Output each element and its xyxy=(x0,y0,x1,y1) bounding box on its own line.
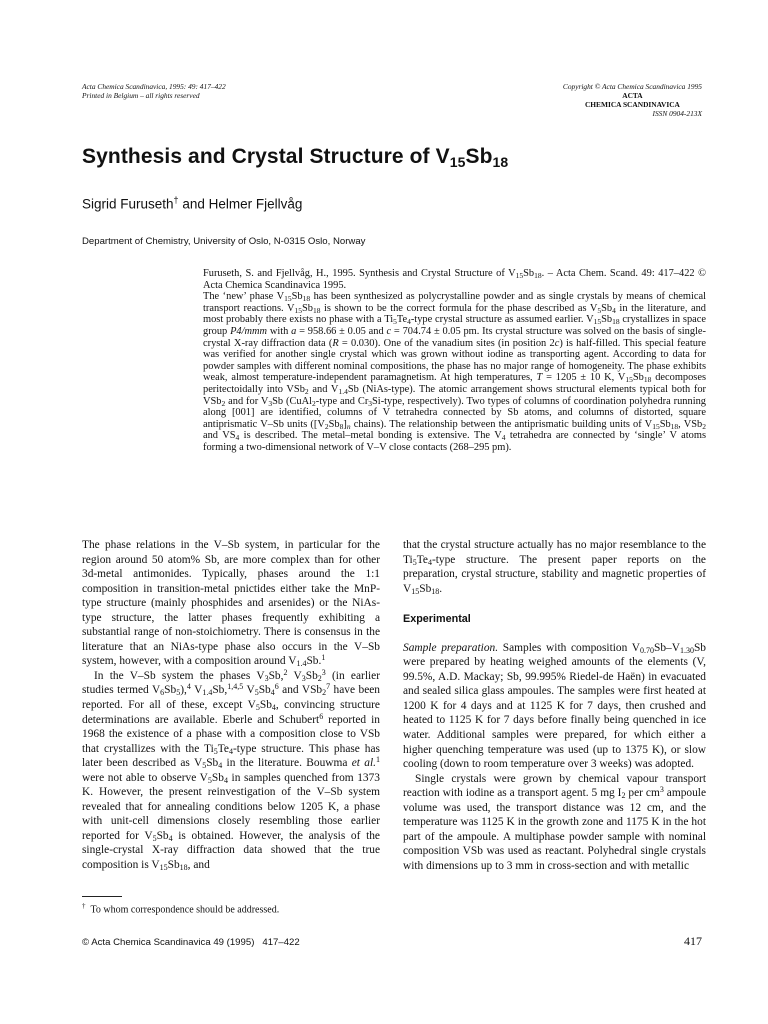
journal-name-acta: ACTA xyxy=(622,91,643,100)
journal-citation-header xyxy=(82,82,226,100)
body-column-left xyxy=(82,538,380,873)
page-number: 417 xyxy=(684,934,702,948)
section-heading-experimental: Experimental xyxy=(403,613,471,626)
page-title xyxy=(82,145,508,170)
footnote-mark: † xyxy=(82,902,86,910)
paragraph-intro: The phase relations in the V–Sb system, in particular for the region around 50 atom% Sb, are more complex than for other 3d-metal antimonides. Typically, phases around the 1:1 composition in transition-metal pnictides either take the MnP-type structure (mainly phosphides and arsenides) or the NiAs-type structure, the latter phases frequently exhibiting a substantial range of non-stoichiometry. There is consensus in the literature that an NiAs-type phase also occurs in the V–Sb system, however, with a composition around $V_{1.4}Sb.^1$ xyxy=(82,539,380,669)
paragraph-sample-preparation: Sample preparation. Samples with composition $V_{0.70}Sb-V_{1.30}Sb$ were prepared by heating weighed amounts of the elements (V, 99.5%, A.D. Mackay; Sb, 99.995% Riedel-de Haën) in evacuated and sealed silica glass ampoules. The samples were first heated at 1200 K for 4 days and at 1125 K for 7 days, then crushed and heated to 1125 K for 7 days before finally being quenched in ice water. Additional samples were prepared, for which either a higher quenching temperature was used (up to 1375 K), or slow cooling (down to room temperature over 3 weeks) was adopted. xyxy=(403,641,706,771)
paragraph-single-crystals: Single crystals were grown by chemical vapour transport reaction with iodine as a transport agent. 5 mg $I_2$ per $cm^3$ ampoule volume was used, the transport distance was 12 cm, and the temperature was 1125 K in the growth zone and 1175 K in the hot part of the ampoule. A multiphase powder sample with nominal composition VSb was used as reactant. Polyhedral single crystals with dimensions up to 3 mm in cross-section and with metallic xyxy=(403,772,707,872)
journal-name-chemica: CHEMICA SCANDINAVICA xyxy=(584,100,680,109)
abstract-text: The ‘new’ phase $V_{15}Sb_{18}$ has been synthesized as polycrystalline powder and as single crystals by means of chemical transport reactions. $V_{15}Sb_{18}$ is shown to be the correct formula for the phase described as $V_5Sb_4$ in the literature, and most probably there exists no phase with a $Ti_5Te_4$-type crystal structure as assumed earlier. $V_{15}Sb_{18}$ crystallizes in space group P4/mmm with a = 958.66 ± 0.05 and c = 704.74 ± 0.05 pm. Its crystal structure was solved on the basis of single-crystal X-ray diffraction data (R = 0.030). One of the vanadium sites (in position 2c) is half-filled. This special feature was verified for another single crystal which was grown without iodine as transporting agent. According to data for powder samples with different nominal compositions, the phase has no major range of homogeneity. The phase exhibits weak, almost temperature-independent paramagnetism. At high temperatures, T = 1205 ± 10 K, $V_{15}Sb_{18}$ decomposes peritectoidally into VSb$_2$ and $V_{1.4}Sb$ (NiAs-type). The atomic arrangement shows structural elements typical both for VSb$_2$ and for $V_3Sb$ (CuAl$_2$-type and $Cr_3Si$-type, respectively). Two types of columns of coordination polyhedra running along [001] are identified, columns of V tetrahedra connected by Sb atoms, and columns of distorted, square antiprismatic V–Sb units ($[V_2Sb_8]_n$ chains). The relationship between the antiprismatic building units of $V_{15}Sb_{18}$, VSb$_2$ and $VS_4$ is described. The metal–metal bonding is extensive. The $V_4$ tetrahedra are connected by ‘single’ V atoms forming a two-dimensional network of V–V close contacts (268–295 pm). xyxy=(203,291,707,453)
copyright-header xyxy=(563,82,702,118)
footnote xyxy=(82,902,279,915)
author-first: Sigrid Furuseth xyxy=(82,196,174,212)
affiliation: Department of Chemistry, University of Oslo, N-0315 Oslo, Norway xyxy=(82,236,366,247)
copyright-line: Copyright © Acta Chemica Scandinavica 1995 xyxy=(562,82,702,91)
title-mid: Sb xyxy=(465,145,493,168)
footnote-rule xyxy=(82,896,122,897)
issn: ISSN 0904-213X xyxy=(652,109,702,118)
paragraph-phases: In the V–Sb system the phases $V_3Sb,^2$ $V_3Sb_2^3$ (in earlier studies termed $V_6Sb_5),^4$ $V_{1.4}Sb,^{1,4,5}$ $V_5Sb_4^6$ and VSb$_2^7$ have been reported. For all of these, except $V_5Sb_4$, convincing structure determinations are available. Eberle and Schubert$^6$ reported in 1968 the existence of a phase with a composition close to VSb that crystallizes with the $Ti_5Te_4$-type structure. This phase has later been described as $V_5Sb_4$ in the literature. Bouwma et al.$^1$ were not able to observe $V_5Sb_4$ in samples quenched from 1373 K. However, the present reinvestigation of the V–Sb system revealed that for annealing conditions below 1205 K, a phase with unit-cell dimensions closely resembling those earlier reported for $V_5Sb_4$ is obtained. However, the analysis of the single-crystal X-ray diffraction data showed that the true composition is $V_{15}Sb_{18}$, and xyxy=(82,667,380,873)
title-sub-2: 18 xyxy=(492,154,509,170)
paragraph-continuation: that the crystal structure actually has no major resemblance to the $Ti_5Te_4$-type structure. The present paper reports on the preparation, crystal structure, stability and magnetic properties of $V_{15}Sb_{18}$. xyxy=(403,539,706,596)
author-rest: and Helmer Fjellvåg xyxy=(178,196,303,212)
journal-line: Acta Chemica Scandinavica, 1995: 49: 417–422 xyxy=(82,82,226,91)
title-prefix: Synthesis and Crystal Structure of V xyxy=(82,145,450,168)
authors xyxy=(82,195,302,212)
page-footer: © Acta Chemica Scandinavica 49 (1995) 417–422 xyxy=(82,937,300,948)
abstract-citation: Furuseth, S. and Fjellvåg, H., 1995. Synthesis and Crystal Structure of $V_{15}Sb_{18}$. – Acta Chem. Scand. 49: 417–422 © Acta Chemica Scandinavica 1995. xyxy=(203,268,707,291)
printed-line: Printed in Belgium – all rights reserved xyxy=(82,91,200,100)
footnote-text: To whom correspondence should be addressed. xyxy=(90,904,280,916)
abstract xyxy=(203,268,706,454)
author-mark: † xyxy=(173,195,179,205)
body-column-right xyxy=(403,538,706,873)
title-sub-1: 15 xyxy=(449,154,466,170)
